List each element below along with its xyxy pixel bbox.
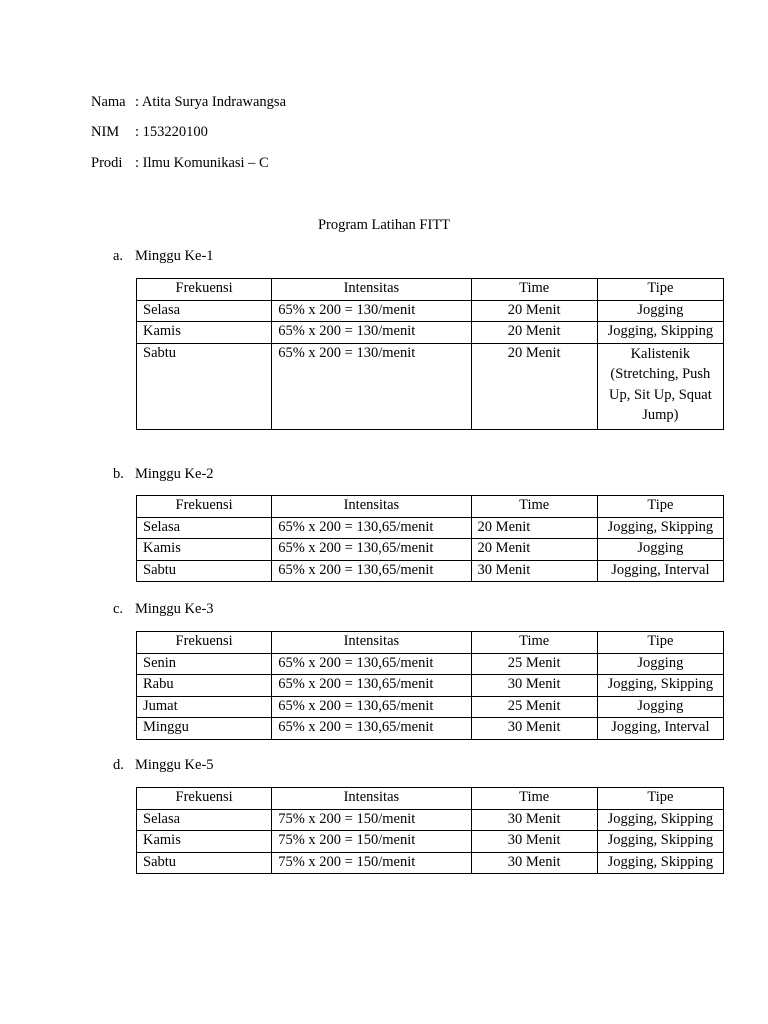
cell-time: 25 Menit <box>471 696 597 718</box>
table-row <box>137 300 724 322</box>
cell-tipe: Jogging, Skipping <box>597 831 723 853</box>
header-tipe: Tipe <box>597 496 723 518</box>
cell-time: 20 Menit <box>471 517 597 539</box>
cell-frekuensi: Minggu <box>137 718 272 740</box>
header-frekuensi: Frekuensi <box>137 788 272 810</box>
table-row <box>137 696 724 718</box>
cell-intensitas: 65% x 200 = 130/menit <box>272 322 471 344</box>
header-time: Time <box>471 632 597 654</box>
cell-tipe: Jogging, Interval <box>597 718 723 740</box>
header-intensitas: Intensitas <box>272 788 471 810</box>
cell-frekuensi: Sabtu <box>137 560 272 582</box>
cell-intensitas: 75% x 200 = 150/menit <box>272 831 471 853</box>
cell-time: 30 Menit <box>471 809 597 831</box>
header-frekuensi: Frekuensi <box>137 632 272 654</box>
cell-tipe: Jogging, Skipping <box>597 675 723 697</box>
header-intensitas: Intensitas <box>272 496 471 518</box>
cell-tipe: Jogging, Skipping <box>597 322 723 344</box>
cell-time: 20 Menit <box>471 539 597 561</box>
cell-time: 25 Menit <box>471 653 597 675</box>
prodi-value: : Ilmu Komunikasi – C <box>135 155 269 171</box>
fitt-table-week-5 <box>136 787 724 874</box>
header-frekuensi: Frekuensi <box>137 496 272 518</box>
cell-tipe: Jogging, Interval <box>597 560 723 582</box>
cell-frekuensi: Kamis <box>137 539 272 561</box>
nim-label: NIM <box>91 124 120 140</box>
cell-intensitas: 65% x 200 = 130,65/menit <box>272 560 471 582</box>
cell-time: 30 Menit <box>471 852 597 874</box>
section-letter: b. <box>113 466 124 482</box>
table-row <box>137 560 724 582</box>
cell-tipe: Jogging <box>597 539 723 561</box>
header-frekuensi: Frekuensi <box>137 279 272 301</box>
fitt-table-week-3 <box>136 631 724 740</box>
cell-intensitas: 65% x 200 = 130,65/menit <box>272 696 471 718</box>
cell-intensitas: 65% x 200 = 130,65/menit <box>272 718 471 740</box>
header-tipe: Tipe <box>597 279 723 301</box>
section-title: Minggu Ke-3 <box>135 601 214 617</box>
cell-tipe: Jogging, Skipping <box>597 517 723 539</box>
prodi-label: Prodi <box>91 155 123 171</box>
cell-frekuensi: Kamis <box>137 831 272 853</box>
table-row <box>137 343 724 429</box>
section-letter: d. <box>113 757 124 773</box>
table-header-row <box>137 279 724 301</box>
table-row <box>137 675 724 697</box>
header-time: Time <box>471 496 597 518</box>
cell-intensitas: 75% x 200 = 150/menit <box>272 809 471 831</box>
cell-tipe: Jogging, Skipping <box>597 809 723 831</box>
cell-tipe: Jogging <box>597 696 723 718</box>
section-letter: c. <box>113 601 124 617</box>
cell-tipe: Jogging <box>597 300 723 322</box>
cell-time: 20 Menit <box>471 300 597 322</box>
table-row <box>137 831 724 853</box>
cell-frekuensi: Jumat <box>137 696 272 718</box>
header-intensitas: Intensitas <box>272 632 471 654</box>
section-letter: a. <box>113 248 124 264</box>
cell-intensitas: 65% x 200 = 130/menit <box>272 300 471 322</box>
cell-frekuensi: Sabtu <box>137 343 272 429</box>
cell-time: 20 Menit <box>471 343 597 429</box>
section-title: Minggu Ke-5 <box>135 757 214 773</box>
cell-frekuensi: Selasa <box>137 809 272 831</box>
table-row <box>137 653 724 675</box>
section-title: Minggu Ke-2 <box>135 466 214 482</box>
cell-frekuensi: Rabu <box>137 675 272 697</box>
header-tipe: Tipe <box>597 788 723 810</box>
cell-time: 30 Menit <box>471 718 597 740</box>
table-header-row <box>137 496 724 518</box>
cell-time: 20 Menit <box>471 322 597 344</box>
table-row <box>137 517 724 539</box>
cell-frekuensi: Selasa <box>137 517 272 539</box>
section-title: Minggu Ke-1 <box>135 248 214 264</box>
document-title: Program Latihan FITT <box>317 217 451 233</box>
table-row <box>137 852 724 874</box>
cell-frekuensi: Senin <box>137 653 272 675</box>
cell-frekuensi: Sabtu <box>137 852 272 874</box>
cell-intensitas: 75% x 200 = 150/menit <box>272 852 471 874</box>
table-row <box>137 322 724 344</box>
header-tipe: Tipe <box>597 632 723 654</box>
fitt-table-week-2 <box>136 495 724 582</box>
cell-intensitas: 65% x 200 = 130,65/menit <box>272 653 471 675</box>
cell-intensitas: 65% x 200 = 130,65/menit <box>272 539 471 561</box>
cell-time: 30 Menit <box>471 675 597 697</box>
header-time: Time <box>471 279 597 301</box>
cell-frekuensi: Kamis <box>137 322 272 344</box>
header-time: Time <box>471 788 597 810</box>
cell-intensitas: 65% x 200 = 130,65/menit <box>272 675 471 697</box>
fitt-table-week-1 <box>136 278 724 430</box>
cell-tipe: Kalistenik (Stretching, Push Up, Sit Up, Squat Jump) <box>597 343 723 429</box>
cell-intensitas: 65% x 200 = 130,65/menit <box>272 517 471 539</box>
header-intensitas: Intensitas <box>272 279 471 301</box>
cell-tipe: Jogging, Skipping <box>597 852 723 874</box>
cell-tipe: Jogging <box>597 653 723 675</box>
nim-value: : 153220100 <box>135 124 208 140</box>
name-label: Nama <box>91 94 126 110</box>
cell-intensitas: 65% x 200 = 130/menit <box>272 343 471 429</box>
table-row <box>137 539 724 561</box>
table-row <box>137 809 724 831</box>
table-row <box>137 718 724 740</box>
name-value: : Atita Surya Indrawangsa <box>135 94 287 110</box>
table-header-row <box>137 788 724 810</box>
cell-frekuensi: Selasa <box>137 300 272 322</box>
table-header-row <box>137 632 724 654</box>
cell-time: 30 Menit <box>471 560 597 582</box>
cell-time: 30 Menit <box>471 831 597 853</box>
